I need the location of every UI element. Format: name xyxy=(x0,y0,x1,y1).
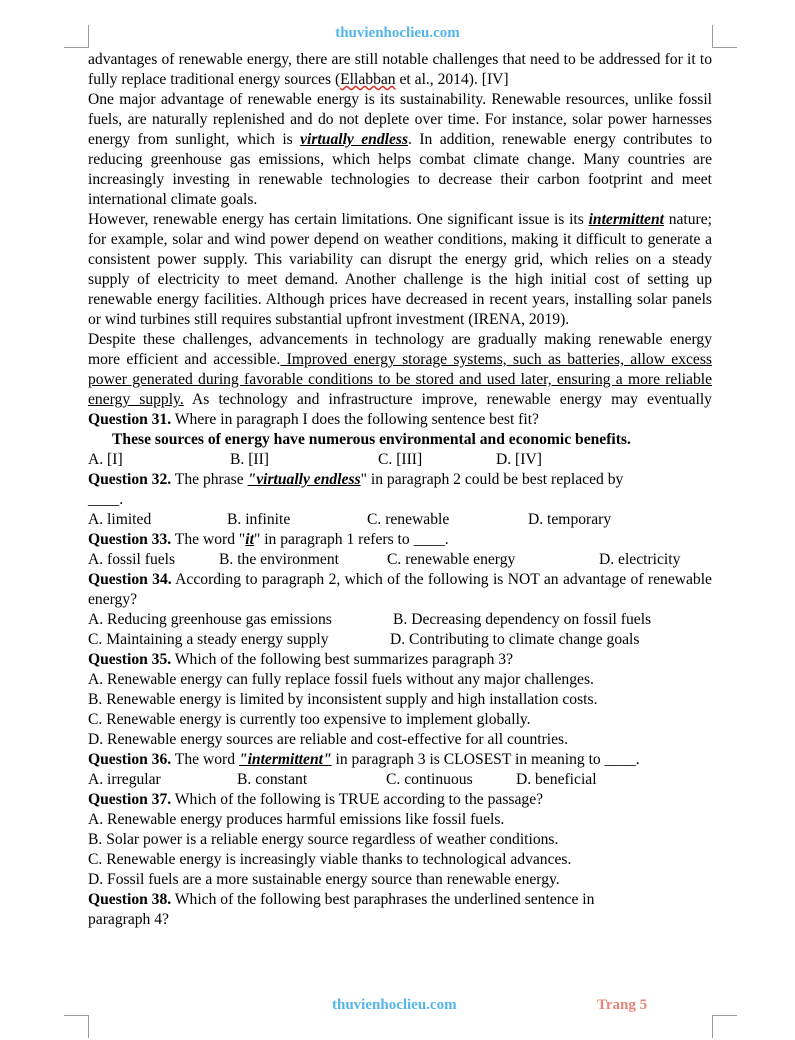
document-body xyxy=(88,50,712,930)
answer-option: D. [IV] xyxy=(496,451,542,468)
answer-option: C. Renewable energy is currently too expensive to implement globally. xyxy=(88,711,531,728)
passage-paragraph-3 xyxy=(88,210,712,330)
question-31-insert-sentence: These sources of energy have numerous environmental and economic benefits. xyxy=(112,431,631,448)
stem-text: " in paragraph 2 could be best replaced by xyxy=(360,471,624,488)
answer-option: C. Maintaining a steady energy supply xyxy=(88,631,329,648)
crop-mark-bottom-right xyxy=(712,1015,737,1038)
paragraph-text: advantages of renewable energy, there are still notable challenges that need to be addressed for it to fully replace traditional energy sources ( xyxy=(88,51,712,88)
paragraph-text: As technology and infrastructure improve, renewable energy may eventually xyxy=(183,391,712,408)
paragraph-text: Despite these challenges, advancements in technology are gradually making renewable energy more efficient and accessible. xyxy=(88,331,712,368)
question-36-label: Question 36. xyxy=(88,751,172,768)
question-38-label: Question 38. xyxy=(88,891,172,908)
passage-paragraph-2 xyxy=(88,90,712,210)
question-31-label: Question 31. xyxy=(88,411,172,428)
crop-mark-top-right xyxy=(712,25,737,48)
paragraph-text: However, renewable energy has certain limitations. One significant issue is its xyxy=(88,211,589,228)
question-38-stem-continued: paragraph 4? xyxy=(88,911,169,928)
question-37-stem xyxy=(88,790,712,810)
question-33-label: Question 33. xyxy=(88,531,172,548)
question-36-stem xyxy=(88,750,712,770)
stem-text: The word " xyxy=(171,531,246,548)
passage-paragraph-intro-tail xyxy=(88,50,712,90)
footer-site-name: thuvienhoclieu.com xyxy=(332,997,457,1013)
question-34-label: Question 34. xyxy=(88,571,172,588)
answer-option: B. infinite xyxy=(227,511,291,528)
answer-option: B. the environment xyxy=(219,551,339,568)
highlighted-phrase-virtually-endless: virtually endless xyxy=(300,131,409,148)
question-33-options xyxy=(88,550,712,570)
answer-option: C. renewable energy xyxy=(387,551,516,568)
answer-blank: ____. xyxy=(88,491,124,508)
answer-option: A. limited xyxy=(88,511,152,528)
quoted-phrase: "virtually endless xyxy=(247,471,361,488)
question-33-stem xyxy=(88,530,712,550)
stem-text: Which of the following best paraphrases the underlined sentence in xyxy=(171,891,595,908)
question-32-stem xyxy=(88,470,712,490)
question-31-options xyxy=(88,450,712,470)
passage-paragraph-4 xyxy=(88,330,712,430)
answer-option: C. renewable xyxy=(367,511,450,528)
underlined-sentence: Improved energy storage systems, such as batteries, allow excess power generated during favorable conditions to be stored and used later, ensuring a more reliable energy supply. xyxy=(88,351,712,408)
answer-option: D. Renewable energy sources are reliable and cost-effective for all countries. xyxy=(88,731,569,748)
answer-option: A. [I] xyxy=(88,451,123,468)
question-34-stem xyxy=(88,570,712,610)
answer-option: D. temporary xyxy=(528,511,612,528)
answer-option: B. constant xyxy=(237,771,308,788)
answer-option: B. [II] xyxy=(230,451,269,468)
answer-option: C. [III] xyxy=(378,451,423,468)
question-32-options xyxy=(88,510,712,530)
quoted-word: it xyxy=(245,531,254,548)
paragraph-text: . In addition, renewable energy contributes to reducing greenhouse gas emissions, which helps combat climate change. Many countries are increasingly investing in renewable technologies to decrease their carbon footprint and meet international climate goals. xyxy=(88,131,712,208)
footer-page-number: Trang 5 xyxy=(597,997,648,1013)
paragraph-text: nature; for example, solar and wind power depend on weather conditions, making it difficult to generate a consistent power supply. This variability can disrupt the energy grid, which relies on a steady supply of electricity to meet demand. Another challenge is the high initial cost of setting up renewable energy facilities. Although prices have decreased in recent years, installing solar panels or wind turbines still requires substantial upfront investment (IRENA, 2019). xyxy=(88,211,712,328)
answer-option: B. Renewable energy is limited by inconsistent supply and high installation costs. xyxy=(88,691,598,708)
question-34-options-row-2 xyxy=(88,630,712,650)
answer-option: C. continuous xyxy=(386,771,473,788)
paragraph-text: One major advantage of renewable energy is its sustainability. Renewable resources, unlike fossil fuels, are naturally replenished and do not deplete over time. For instance, solar power harnesses energy from sunlight, which is xyxy=(88,91,712,148)
stem-text: Which of the following best summarizes paragraph 3? xyxy=(171,651,513,668)
question-34-options-row-1 xyxy=(88,610,712,630)
answer-option: B. Solar power is a reliable energy source regardless of weather conditions. xyxy=(88,831,559,848)
stem-text: Which of the following is TRUE according to the passage? xyxy=(171,791,544,808)
stem-text: The word xyxy=(171,751,239,768)
highlighted-word-intermittent: intermittent xyxy=(588,211,664,228)
answer-option: D. electricity xyxy=(599,551,681,568)
crop-mark-bottom-left xyxy=(64,1015,89,1038)
answer-option: A. Renewable energy produces harmful emissions like fossil fuels. xyxy=(88,811,505,828)
header-site-name: thuvienhoclieu.com xyxy=(335,25,460,41)
answer-option: A. Reducing greenhouse gas emissions xyxy=(88,611,332,628)
question-35-stem xyxy=(88,650,712,670)
question-31-stem: Where in paragraph I does the following sentence best fit? xyxy=(171,411,539,428)
stem-text: The phrase xyxy=(171,471,248,488)
question-37-label: Question 37. xyxy=(88,791,172,808)
answer-option: A. irregular xyxy=(88,771,161,788)
answer-option: D. beneficial xyxy=(516,771,597,788)
stem-text: " in paragraph 1 refers to ____. xyxy=(253,531,449,548)
stem-text: According to paragraph 2, which of the following is NOT an advantage of renewable energy? xyxy=(88,571,712,608)
answer-option: D. Fossil fuels are a more sustainable energy source than renewable energy. xyxy=(88,871,560,888)
answer-option: B. Decreasing dependency on fossil fuels xyxy=(393,611,652,628)
crop-mark-top-left xyxy=(64,25,89,48)
question-38-stem xyxy=(88,890,712,910)
paragraph-text: et al., 2014). [IV] xyxy=(395,71,509,88)
question-36-options xyxy=(88,770,712,790)
question-32-label: Question 32. xyxy=(88,471,172,488)
answer-option: A. Renewable energy can fully replace fossil fuels without any major challenges. xyxy=(88,671,594,688)
question-35-label: Question 35. xyxy=(88,651,172,668)
answer-option: A. fossil fuels xyxy=(88,551,176,568)
answer-option: C. Renewable energy is increasingly viable thanks to technological advances. xyxy=(88,851,572,868)
answer-option: D. Contributing to climate change goals xyxy=(390,631,640,648)
quoted-word: "intermittent" xyxy=(238,751,332,768)
stem-text: in paragraph 3 is CLOSEST in meaning to ____. xyxy=(331,751,640,768)
citation-author: Ellabban xyxy=(340,71,396,88)
